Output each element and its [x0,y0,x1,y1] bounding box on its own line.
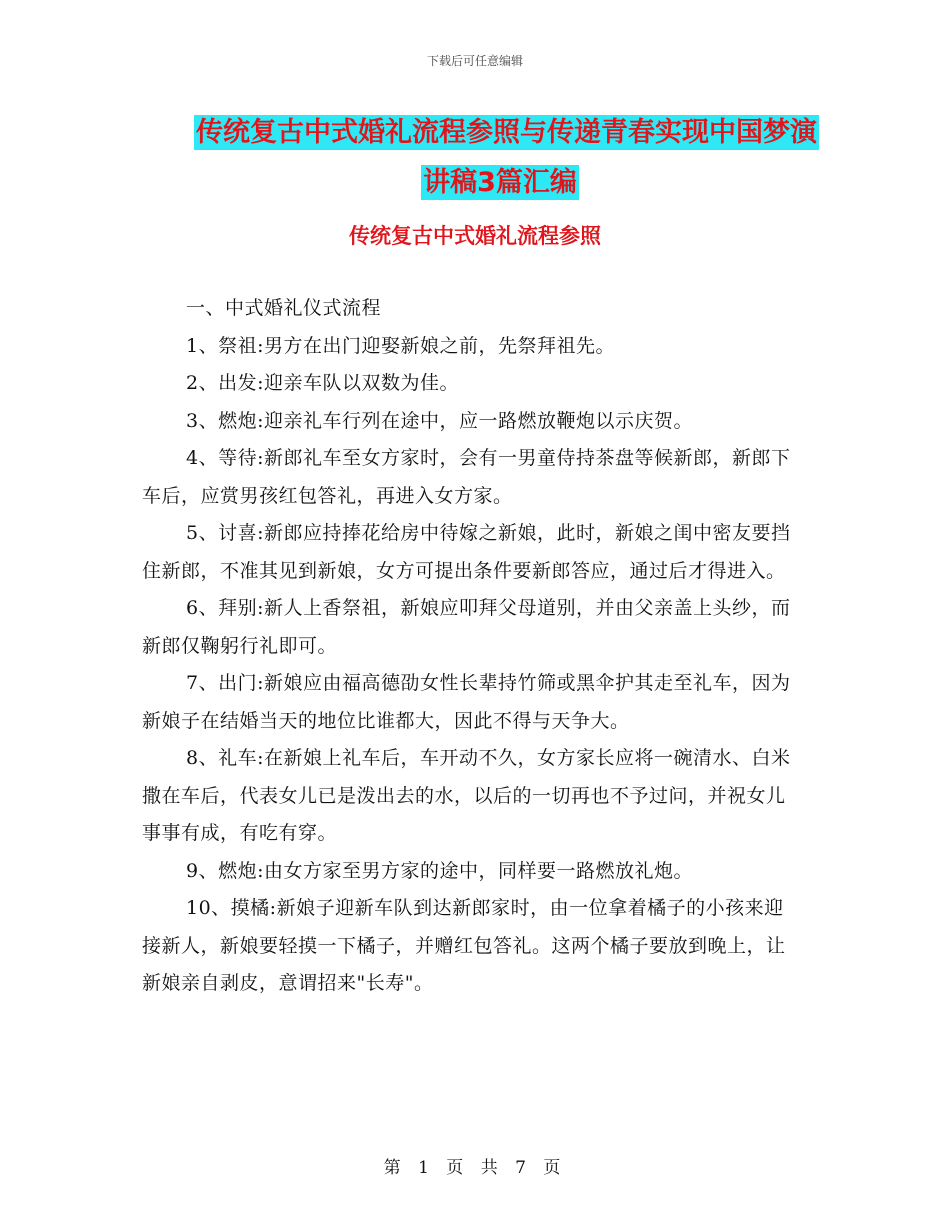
paragraph: 2、出发:迎亲车队以双数为佳。 [186,372,459,394]
paragraph: 8、礼车:在新娘上礼车后，车开动不久，女方家长应将一碗清水、白米撒在车后，代表女儿已是泼出去的水，以后的一切再也不予过问，并祝女儿事事有成，有吃有穿。 [142,747,791,844]
paragraph: 6、拜别:新人上香祭祖，新娘应叩拜父母道别，并由父亲盖上头纱，而新郎仅鞠躬行礼即可。 [142,597,791,657]
paragraph: 5、讨喜:新郎应持捧花给房中待嫁之新娘，此时，新娘之闺中密友要挡住新郎，不准其见到新娘，女方可提出条件要新郎答应，通过后才得进入。 [142,522,791,582]
paragraph: 10、摸橘:新娘子迎新车队到达新郎家时，由一位拿着橘子的小孩来迎接新人，新娘要轻摸一下橘子，并赠红包答礼。这两个橘子要放到晚上，让新娘亲自剥皮，意谓招来"长寿"。 [142,897,786,994]
paragraph: 一、中式婚礼仪式流程 [186,297,382,319]
document-body [142,290,802,1003]
title-line-1: 传统复古中式婚礼流程参照与传递青春实现中国梦演 [196,117,817,148]
page-footer: 第 1 页 共 7 页 [383,1158,567,1178]
paragraph: 3、燃炮:迎亲礼车行列在途中，应一路燃放鞭炮以示庆贺。 [186,409,693,432]
header-note: 下载后可任意编辑 [426,54,523,68]
paragraph: 4、等待:新郎礼车至女方家时，会有一男童侍持茶盘等候新郎，新郎下车后，应赏男孩红包答礼，再进入女方家。 [142,447,791,507]
paragraph: 1、祭祖:男方在出门迎娶新娘之前，先祭拜祖先。 [186,334,615,357]
section-title: 传统复古中式婚礼流程参照 [349,224,601,248]
paragraph: 7、出门:新娘应由福高德劭女性长辈持竹筛或黑伞护其走至礼车，因为新娘子在结婚当天的地位比谁都大，因此不得与天争大。 [142,672,791,732]
document-title [140,108,860,208]
paragraph: 9、燃炮:由女方家至男方家的途中，同样要一路燃放礼炮。 [186,859,693,882]
title-line-2: 讲稿3篇汇编 [423,167,577,198]
